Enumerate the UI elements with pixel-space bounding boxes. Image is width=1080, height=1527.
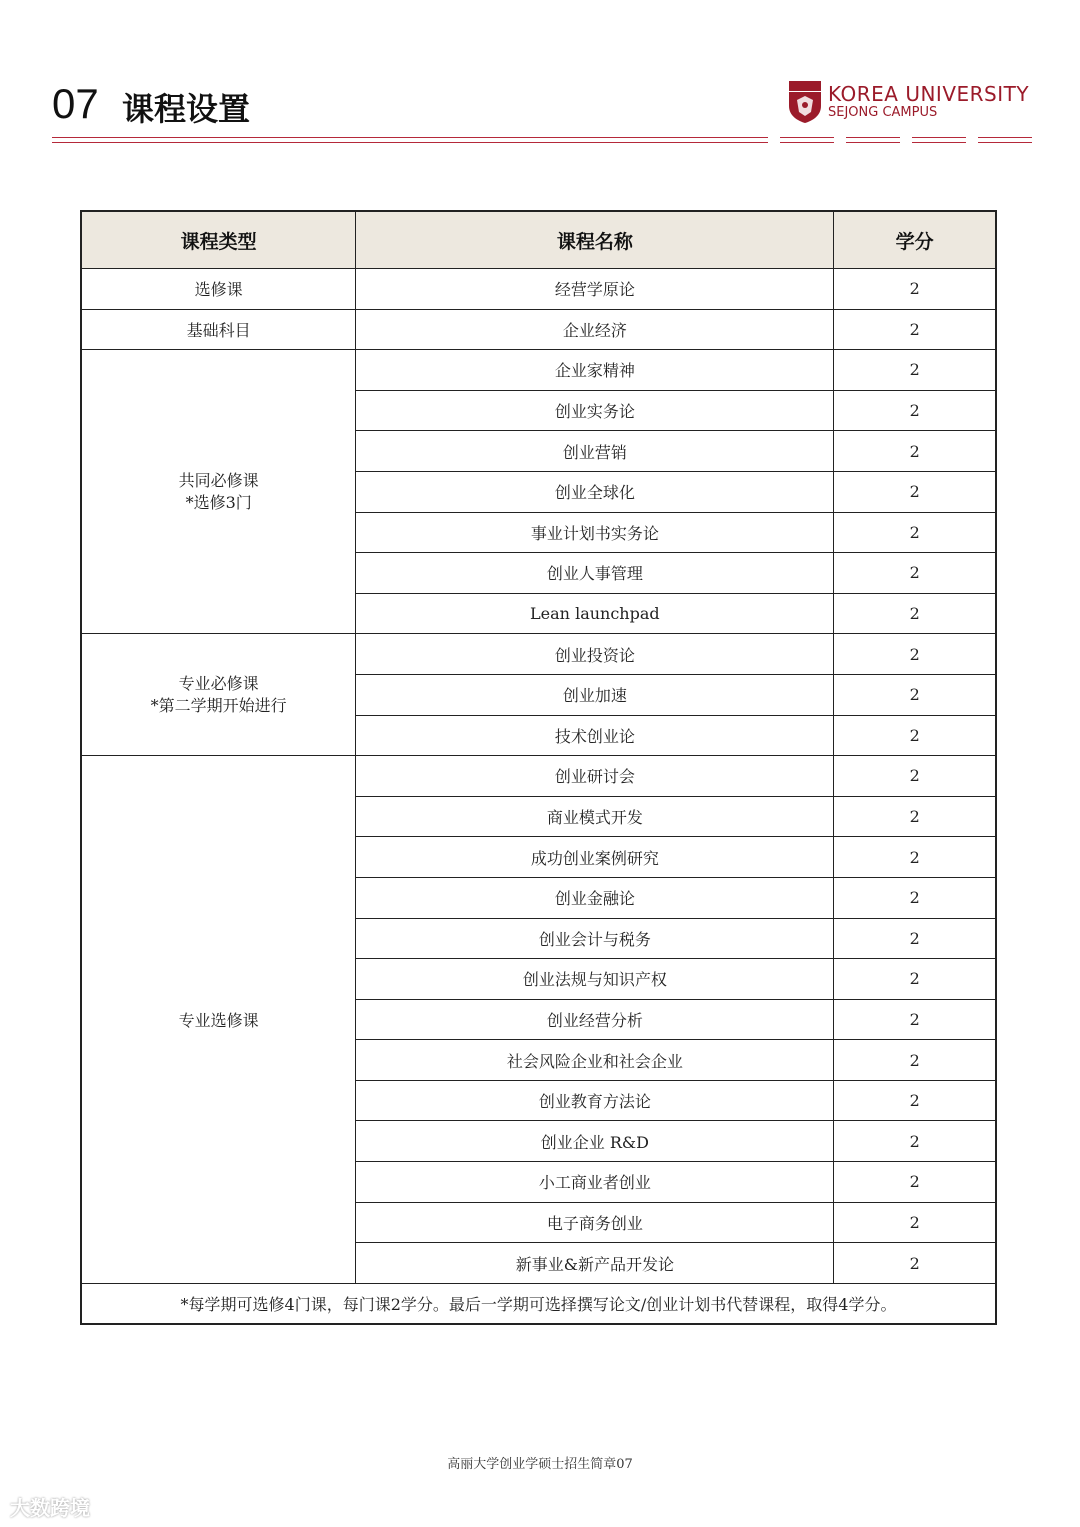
- course-name-cell: 创业教育方法论: [356, 1080, 834, 1121]
- credit-cell: 2: [834, 796, 996, 837]
- credit-cell: 2: [834, 918, 996, 959]
- course-name-cell: 创业投资论: [356, 634, 834, 675]
- logo-line2: SEJONG CAMPUS: [828, 105, 938, 120]
- course-name-cell: 创业人事管理: [356, 553, 834, 594]
- credit-cell: 2: [834, 959, 996, 1000]
- course-name-cell: 成功创业案例研究: [356, 837, 834, 878]
- credit-cell: 2: [834, 390, 996, 431]
- credit-cell: 2: [834, 1162, 996, 1203]
- course-table: [80, 210, 997, 1325]
- credit-cell: 2: [834, 715, 996, 756]
- header-course-type: 课程类型: [81, 211, 356, 269]
- credit-cell: 2: [834, 553, 996, 594]
- course-name-cell: 创业法规与知识产权: [356, 959, 834, 1000]
- page-footer: 高丽大学创业学硕士招生简章07: [447, 1457, 633, 1472]
- page-title: 课程设置: [122, 90, 251, 128]
- credit-cell: 2: [834, 431, 996, 472]
- course-name-cell: 创业研讨会: [356, 756, 834, 797]
- logo-line1: KOREA UNIVERSITY: [828, 82, 1030, 106]
- course-name-cell: 经营学原论: [356, 269, 834, 310]
- table-row: [81, 269, 996, 310]
- table-row: [81, 756, 996, 797]
- credit-cell: 2: [834, 1202, 996, 1243]
- course-name-cell: 创业会计与税务: [356, 918, 834, 959]
- course-type-cell: 共同必修课 *选修3门: [81, 350, 356, 634]
- university-logo: [788, 80, 1034, 128]
- credit-cell: 2: [834, 1243, 996, 1284]
- course-name-cell: 创业营销: [356, 431, 834, 472]
- header-course-name: 课程名称: [356, 211, 834, 269]
- course-type-cell: 专业必修课 *第二学期开始进行: [81, 634, 356, 756]
- header-credit: 学分: [834, 211, 996, 269]
- course-name-cell: 事业计划书实务论: [356, 512, 834, 553]
- course-name-cell: Lean launchpad: [356, 593, 834, 634]
- course-name-cell: 小工商业者创业: [356, 1162, 834, 1203]
- course-name-cell: 技术创业论: [356, 715, 834, 756]
- course-type-cell: 基础科目: [81, 309, 356, 350]
- credit-cell: 2: [834, 999, 996, 1040]
- course-name-cell: 商业模式开发: [356, 796, 834, 837]
- course-name-cell: 社会风险企业和社会企业: [356, 1040, 834, 1081]
- credit-cell: 2: [834, 1040, 996, 1081]
- course-name-cell: 新事业&新产品开发论: [356, 1243, 834, 1284]
- credit-cell: 2: [834, 269, 996, 310]
- course-name-cell: 创业金融论: [356, 877, 834, 918]
- course-name-cell: 创业加速: [356, 674, 834, 715]
- course-name-cell: 创业全球化: [356, 471, 834, 512]
- credit-cell: 2: [834, 634, 996, 675]
- table-row: [81, 634, 996, 675]
- course-name-cell: 企业家精神: [356, 350, 834, 391]
- credit-cell: 2: [834, 512, 996, 553]
- credit-cell: 2: [834, 877, 996, 918]
- credit-cell: 2: [834, 1121, 996, 1162]
- credit-cell: 2: [834, 837, 996, 878]
- credit-cell: 2: [834, 1080, 996, 1121]
- course-name-cell: 电子商务创业: [356, 1202, 834, 1243]
- crest-icon: [788, 80, 822, 124]
- table-note: *每学期可选修4门课，每门课2学分。最后一学期可选择撰写论文/创业计划书代替课程，取得4学分。: [81, 1283, 996, 1324]
- credit-cell: 2: [834, 756, 996, 797]
- credit-cell: 2: [834, 309, 996, 350]
- credit-cell: 2: [834, 350, 996, 391]
- table-row: [81, 350, 996, 391]
- course-name-cell: 创业企业 R&D: [356, 1121, 834, 1162]
- course-type-cell: 专业选修课: [81, 756, 356, 1284]
- table-header-row: [81, 211, 996, 269]
- table-row: [81, 309, 996, 350]
- credit-cell: 2: [834, 593, 996, 634]
- course-type-cell: 选修课: [81, 269, 356, 310]
- page-number: 07: [52, 80, 99, 127]
- watermark: 大数跨境: [10, 1496, 90, 1520]
- course-name-cell: 创业经营分析: [356, 999, 834, 1040]
- credit-cell: 2: [834, 674, 996, 715]
- course-name-cell: 企业经济: [356, 309, 834, 350]
- course-name-cell: 创业实务论: [356, 390, 834, 431]
- table-note-row: [81, 1283, 996, 1324]
- credit-cell: 2: [834, 471, 996, 512]
